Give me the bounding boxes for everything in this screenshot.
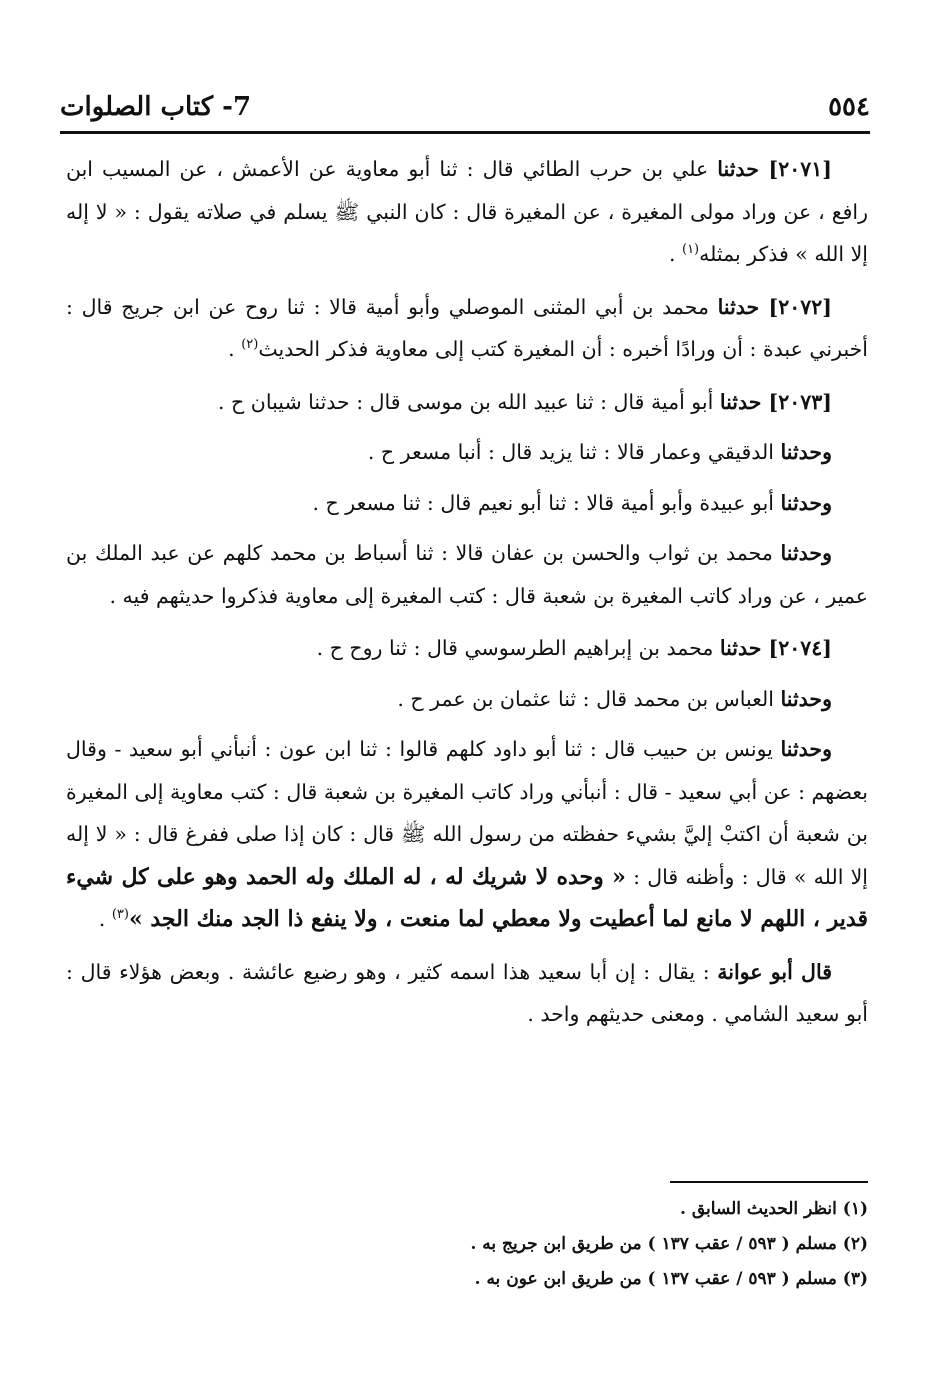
hadith-lead: وحدثنا [780, 490, 832, 515]
hadith-text: الدقيقي وعمار قالا : ثنا يزيد قال : أنبا مسعر ح . [367, 440, 781, 464]
hadith-lead: وحدثنا [780, 686, 832, 711]
page-header [60, 70, 870, 122]
footnote-ref: (٣) [111, 907, 129, 923]
hadith-tail: . [668, 242, 682, 266]
footnote-divider [670, 1181, 868, 1183]
hadith-lead: [٢٠٧٢] حدثنا [717, 294, 832, 319]
commentary-text: : يقال : إن أبا سعيد هذا اسمه كثير ، وهو رضيع عائشة . وبعض هؤلاء قال : أبو سعيد الشامي . ومعنى حديثهم واحد . [66, 959, 868, 1026]
footnotes [66, 1192, 868, 1297]
commentary-lead: قال أبو عوانة [717, 959, 832, 984]
isnad-line [66, 678, 868, 721]
footnote-ref: (١) [681, 242, 700, 258]
isnad-line [66, 482, 868, 525]
chapter-title: 7- كتاب الصلوات [60, 92, 252, 122]
hadith-text: يونس بن حبيب قال : ثنا أبو داود كلهم قالوا : ثنا ابن عون : أنبأني أبو سعيد - وقال بعضهم : عن أبي سعيد - قال : أنبأني وراد كاتب المغيرة بن شعبة قال : كتب معاوية إلى المغيرة بن شعبة أن اكتبْ إليَّ بشيء حفظته من رسول الله ﷺ قال : كان إذا صلى ففرغ قال : « لا إله إلا الله » قال : وأظنه قال : [66, 737, 868, 889]
isnad-line [66, 728, 868, 941]
hadith-2074 [66, 627, 868, 670]
footnote-ref: (٢) [241, 337, 259, 353]
hadith-text: العباس بن محمد قال : ثنا عثمان بن عمر ح . [397, 686, 781, 711]
hadith-lead: [٢٠٧٤] حدثنا [719, 636, 832, 660]
hadith-2072 [66, 286, 868, 371]
hadith-lead: [٢٠٧١] حدثنا [717, 157, 832, 181]
isnad-line [66, 431, 868, 474]
hadith-text: أبو عبيدة وأبو أمية قالا : ثنا أبو نعيم قال : ثنا مسعر ح . [312, 490, 781, 515]
commentary [66, 951, 868, 1036]
hadith-lead: وحدثنا [780, 737, 832, 761]
hadith-tail: . [98, 907, 112, 931]
footnote-2: (٢) مسلم ( ٥٩٣ / عقب ١٣٧ ) من طريق ابن جريج به . [470, 1234, 868, 1254]
hadith-text: محمد بن ثواب والحسن بن عفان قالا : ثنا أسباط بن محمد كلهم عن عبد الملك بن عمير ، عن وراد كاتب المغيرة بن شعبة قال : كتب المغيرة إلى معاوية فذكروا حديثهم فيه . [66, 541, 868, 608]
hadith-lead: [٢٠٧٣] حدثنا [719, 389, 832, 414]
hadith-text: أبو أمية قال : ثنا عبيد الله بن موسى قال : حدثنا شيبان ح . [218, 389, 720, 414]
footnote-3: (٣) مسلم ( ٥٩٣ / عقب ١٣٧ ) من طريق ابن عون به . [474, 1269, 868, 1289]
hadith-matn-bold: « وحده لا شريك له ، له الملك وله الحمد وهو على كل شيء قدير ، اللهم لا مانع لما أعطيت ولا معطي لما منعت ، ولا ينفع ذا الجد منك الجد » [66, 863, 868, 932]
hadith-2073 [66, 381, 868, 424]
hadith-lead: وحدثنا [780, 440, 832, 464]
header-divider [60, 131, 870, 134]
hadith-text: محمد بن أبي المثنى الموصلي وأبو أمية قالا : ثنا روح عن ابن جريج قال : أخبرني عبدة : أن ورادًا أخبره : أن المغيرة كتب إلى معاوية فذكر الحديث [66, 294, 868, 361]
isnad-line [66, 532, 868, 617]
page-number: ٥٥٤ [828, 92, 870, 122]
hadith-text: علي بن حرب الطائي قال : ثنا أبو معاوية عن الأعمش ، عن المسيب ابن رافع ، عن وراد مولى المغيرة ، عن المغيرة قال : كان النبي ﷺ يسلم في صلاته يقول : « لا إله إلا الله » فذكر بمثله [66, 157, 868, 266]
hadith-lead: وحدثنا [780, 541, 832, 565]
hadith-2071 [66, 148, 868, 276]
hadith-text: محمد بن إبراهيم الطرسوسي قال : ثنا روح ح . [316, 636, 720, 660]
footnote-1: (١) انظر الحديث السابق . [680, 1199, 868, 1219]
page-body [66, 148, 868, 1046]
hadith-tail: . [228, 337, 242, 361]
